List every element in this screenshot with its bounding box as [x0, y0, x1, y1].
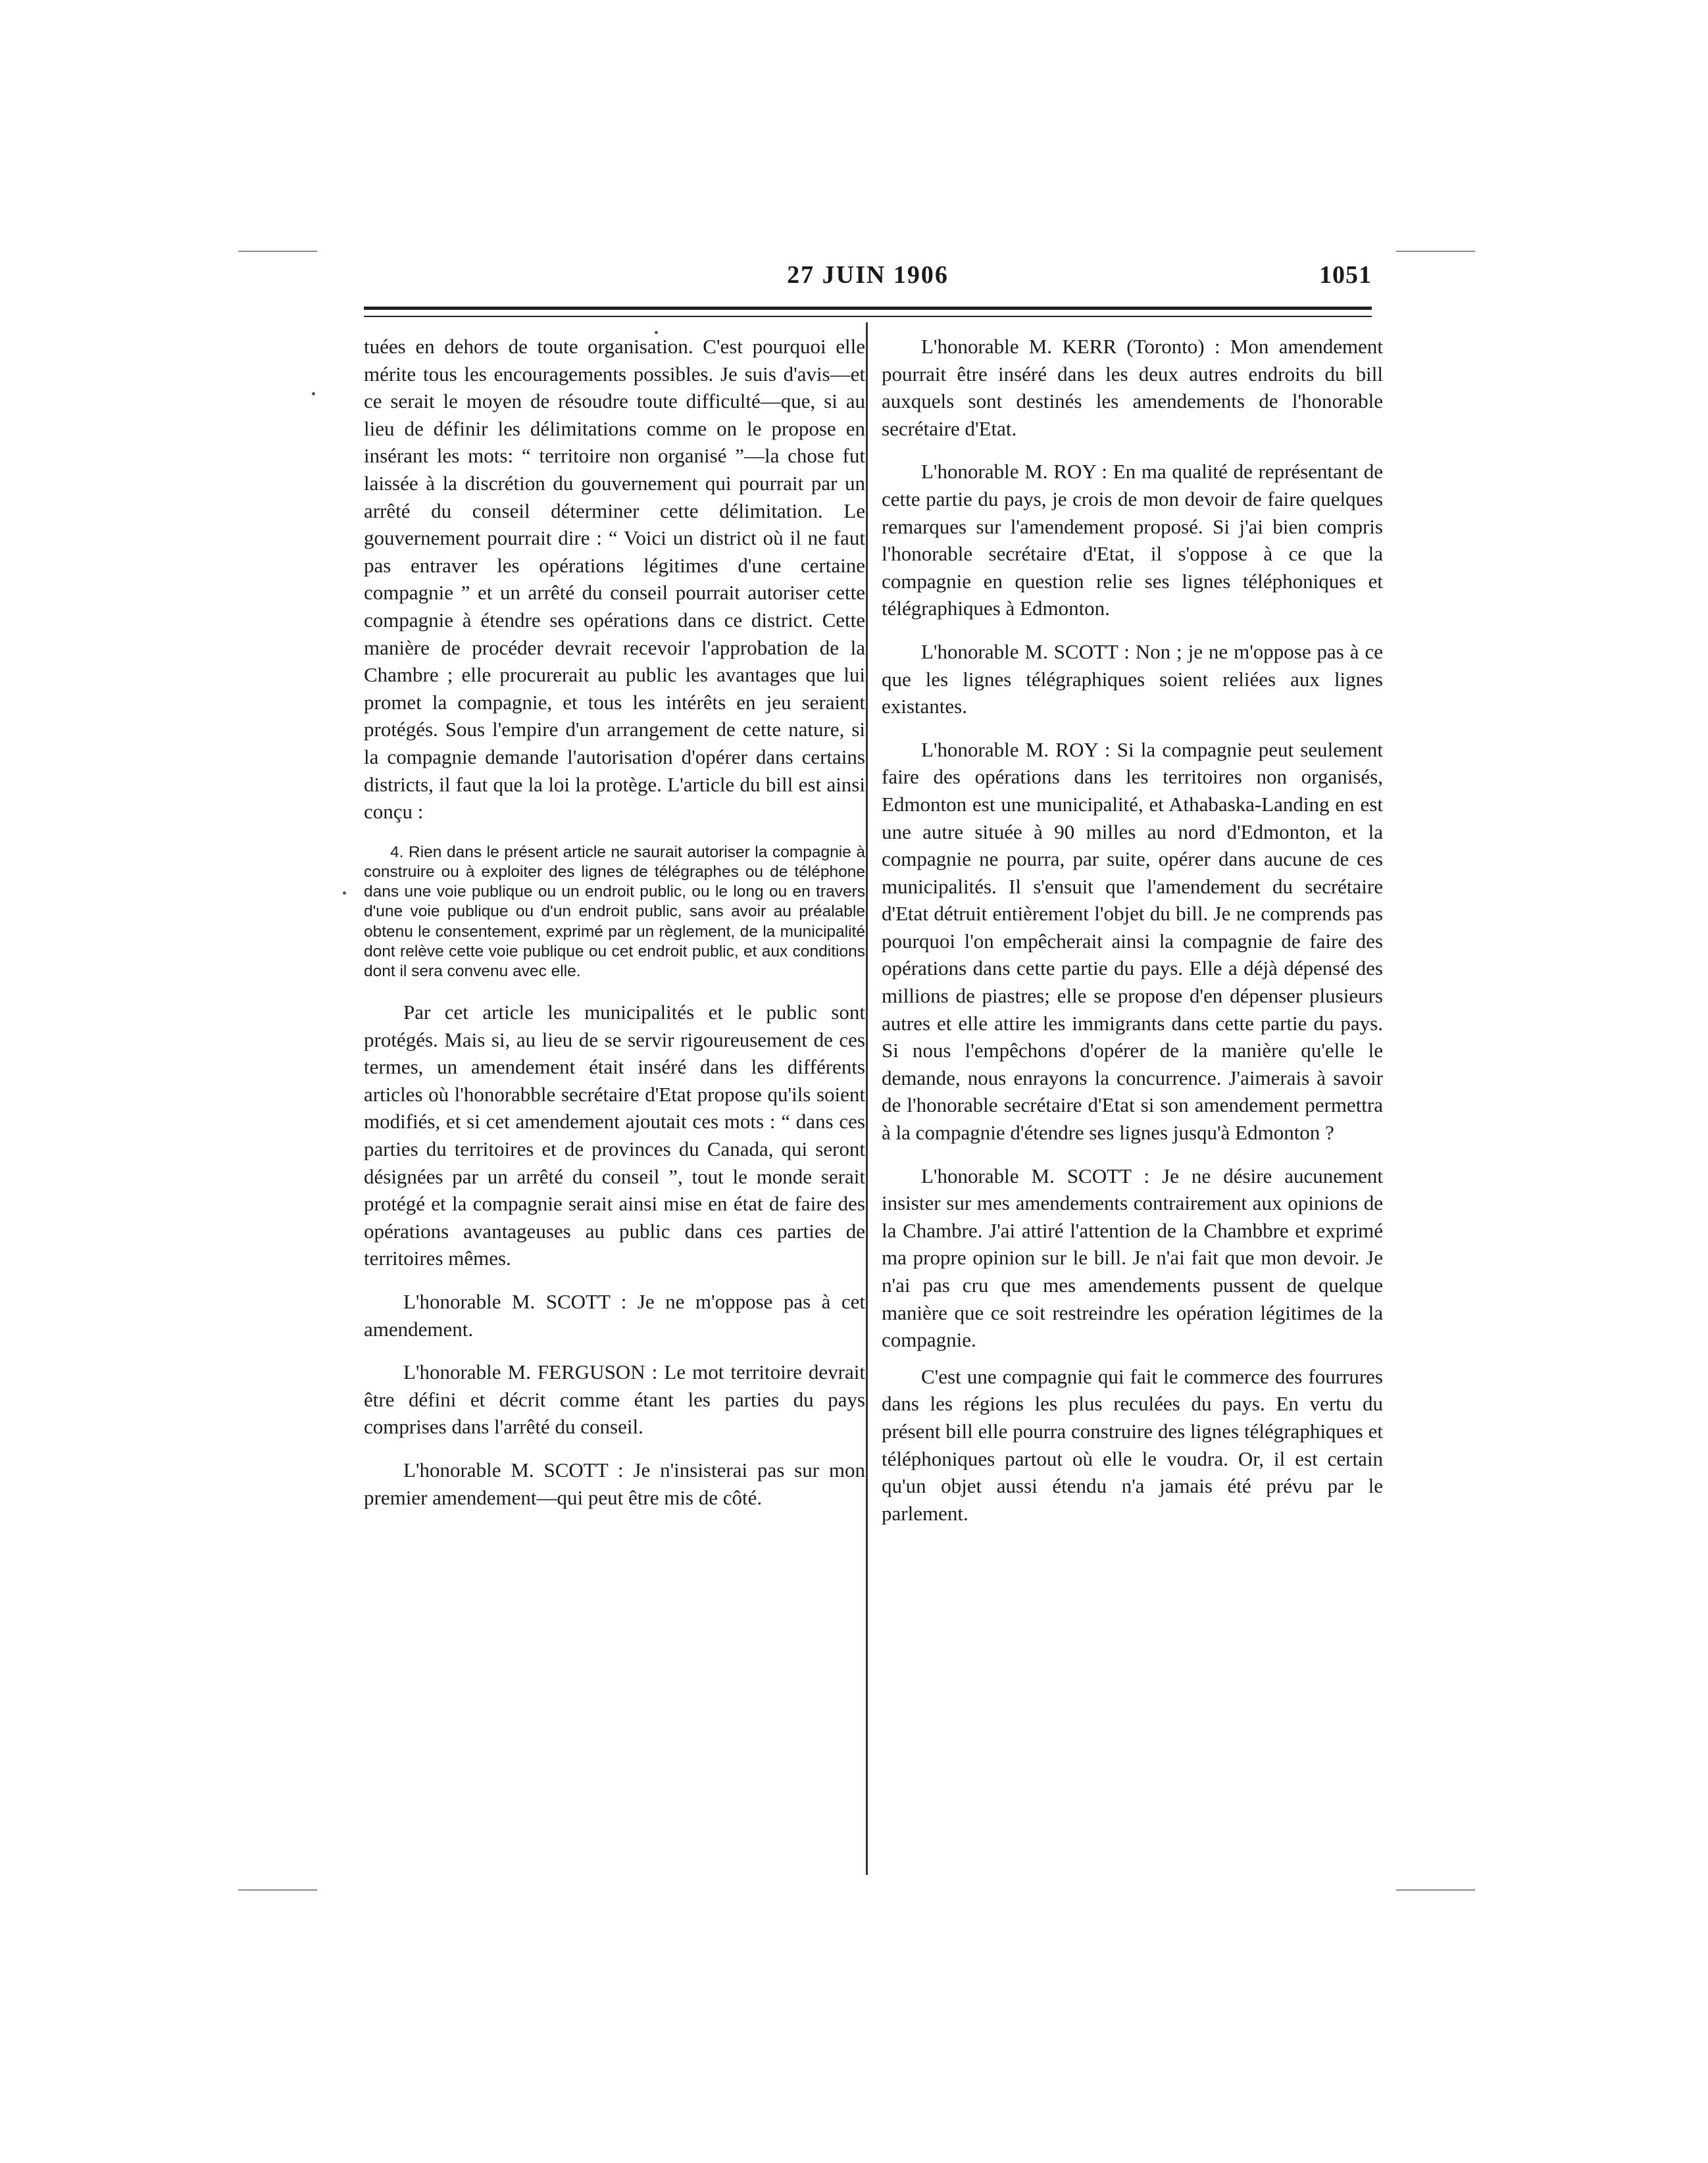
header-rule-thick — [364, 307, 1372, 310]
scan-dot — [312, 392, 315, 395]
speech-paragraph: L'honorable M. FERGUSON : Le mot territoire devrait être défini et décrit comme étant les parties du pays comprises dans l'arrêté du conseil. — [364, 1360, 865, 1439]
page-number: 1051 — [1319, 261, 1372, 289]
scan-mark-right-top — [1396, 251, 1475, 252]
quoted-bill-article: 4. Rien dans le présent article ne saurait autoriser la compagnie à construire ou à exploiter des lignes de télégraphes ou de téléphone dans une voie publique ou un endroit public, ou le long ou en travers d'une voie publique ou d'un endroit public, sans avoir au préalable obtenu le consentement, exprimé par un règlement, de la municipalité dont relève cette voie publique ou cet endroit public, et aux conditions dont il sera convenu avec elle. — [364, 843, 865, 980]
scan-mark-right-bottom — [1396, 1889, 1475, 1891]
speech-paragraph: L'honorable M. ROY : Si la compagnie peut seulement faire des opérations dans les territoires non organisés, Edmonton est une municipalité, et Athabaska-Landing en est une autre située à 90 milles au nord d'Edmonton, et la compagnie ne pourra, par suite, opérer dans aucune de ces municipalités. Il s'ensuit que l'amendement du secrétaire d'Etat détruit entièrement l'objet du bill. Je ne comprends pas pourquoi l'on empêcherait ainsi la compagnie de faire des opérations dans cette partie du pays. Elle a déjà dépensé des millions de piastres; elle se propose d'en dépenser plusieurs autres et elle attire les immigrants dans cette partie du pays. Si nous l'empêchons d'opérer de la manière qu'elle le demande, nous enrayons la concurrence. J'aimerais à savoir de l'honorable secrétaire d'Etat si son amendement permettra à la compagnie d'étendre ses lignes jusqu'à Edmonton ? — [882, 737, 1383, 1145]
speech-paragraph: L'honorable M. SCOTT : Non ; je ne m'oppose pas à ce que les lignes télégraphiques soient reliées aux lignes existantes. — [882, 639, 1383, 718]
paragraph: Par cet article les municipalités et le public sont protégés. Mais si, au lieu de se servir rigoureusement de ces termes, un amendement était inséré dans les différents articles où l'honorabble secrétaire d'Etat propose qu'ils soient modifiés, et si cet amendement ajoutait ces mots : “ dans ces parties du territoires et de provinces du Canada, qui seront désignées par un arrêté du conseil ”, tout le monde serait protégé et la compagnie serait ainsi mise en état de faire des opérations avantageuses au public dans ces parties de territoires mêmes. — [364, 1001, 865, 1270]
page-date: 27 JUIN 1906 — [787, 261, 949, 289]
speech-paragraph: L'honorable M. SCOTT : Je n'insisterai pas sur mon premier amendement—qui peut être mis de côté. — [364, 1458, 865, 1509]
left-column — [364, 333, 865, 1511]
paragraph: C'est une compagnie qui fait le commerce des fourrures dans les régions les plus reculées du pays. En vertu du présent bill elle pourra construire des lignes télégraphiques et téléphoniques partout où elle le voudra. Or, il est certain qu'un objet aussi étendu n'a jamais été prévu par le parlement. — [882, 1364, 1383, 1525]
paragraph: tuées en dehors de toute organisation. C'est pourquoi elle mérite tous les encouragements possibles. Je suis d'avis—et ce serait le moyen de résoudre toute difficulté—que, si au lieu de définir les délimitations comme on le propose en insérant les mots: “ territoire non organisé ”—la chose fut laissée à la discrétion du gouvernement qui pourrait par un arrêté du conseil déterminer cette délimitation. Le gouvernement pourrait dire : “ Voici un district où il ne faut pas entraver les opérations légitimes d'une certaine compagnie ” et un arrêté du conseil pourrait autoriser cette compagnie à étendre ses opérations dans ce district. Cette manière de procéder devrait recevoir l'approbation de la Chambre ; elle procurerait au public les avantages que lui promet la compagnie, et tous les intérêts en jeu seraient protégés. Sous l'empire d'un arrangement de cette nature, si la compagnie demande l'autorisation d'opérer dans certains districts, il faut que la loi la protège. L'article du bill est ainsi conçu : — [364, 335, 865, 824]
page-header — [364, 261, 1372, 293]
speech-paragraph: L'honorable M. KERR (Toronto) : Mon amendement pourrait être inséré dans les deux autres endroits du bill auxquels sont destinés les amendements de l'honorable secrétaire d'Etat. — [882, 335, 1383, 440]
speech-paragraph: L'honorable M. SCOTT : Je ne désire aucunement insister sur mes amendements contrairement aux opinions de la Chambre. J'ai attiré l'attention de la Chambbre et exprimé ma propre opinion sur le bill. Je n'ai fait que mon devoir. Je n'ai pas cru que mes amendements pussent de quelque manière que ce soit restreindre les opération légitimes de la compagnie. — [882, 1164, 1383, 1352]
scan-mark-left-top — [238, 251, 317, 252]
scan-dot — [343, 891, 346, 895]
right-column — [882, 333, 1383, 1527]
speech-paragraph: L'honorable M. SCOTT : Je ne m'oppose pas à cet amendement. — [364, 1290, 865, 1341]
speech-paragraph: L'honorable M. ROY : En ma qualité de représentant de cette partie du pays, je crois de mon devoir de faire quelques remarques sur l'amendement proposé. Si j'ai bien compris l'honorable secrétaire d'Etat, il s'oppose à ce que la compagnie en question relie ses lignes téléphoniques et télégraphiques à Edmonton. — [882, 460, 1383, 620]
header-rule-thin — [364, 316, 1372, 317]
scan-mark-left-bottom — [238, 1889, 317, 1891]
column-divider — [866, 322, 868, 1875]
